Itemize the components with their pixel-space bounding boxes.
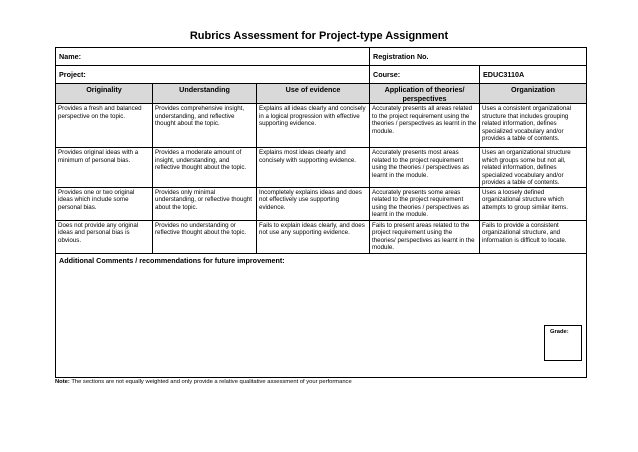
rubric-cell: Fails to present areas related to the project requirement using the theories/ perspectives as learnt in the module.: [370, 220, 480, 253]
registration-cell[interactable]: [370, 48, 587, 66]
project-cell[interactable]: [56, 66, 370, 84]
project-row: [56, 66, 587, 84]
rubric-table: [55, 47, 587, 378]
course-label: Course:: [373, 70, 401, 79]
registration-label: Registration No.: [373, 52, 429, 61]
rubric-cell: Provides only minimal understanding, or reflective thought about the topic.: [153, 187, 257, 220]
rubric-cell: Accurately presents some areas related to the project requirement using the theories / perspectives as learnt in the module.: [370, 187, 480, 220]
column-header-originality: Originality: [56, 84, 153, 104]
column-header-organization: Organization: [480, 84, 587, 104]
column-header-use-of-evidence: Use of evidence: [257, 84, 370, 104]
rubric-cell: Explains all ideas clearly and concisely in a logical progression with effective supporting evidence.: [257, 104, 370, 148]
note-text: The sections are not equally weighted and only provide a relative qualitative assessment of your performance: [71, 379, 352, 385]
comments-label: Additional Comments / recommendations for future improvement:: [59, 255, 285, 265]
grade-box[interactable]: [544, 325, 582, 361]
note-label: Note:: [55, 379, 70, 385]
footnote: [55, 379, 352, 385]
course-label-cell: [370, 66, 480, 84]
name-row: [56, 48, 587, 66]
document-title: Rubrics Assessment for Project-type Assignment: [189, 30, 449, 42]
rubric-cell: Accurately presents most areas related to the project requirement using the theories / perspectives as learnt in the module.: [370, 148, 480, 188]
rubric-cell: Provides a moderate amount of insight, understanding, and reflective thought about the topic.: [153, 148, 257, 188]
rubric-cell: Does not provide any original ideas and personal bias is obvious.: [56, 220, 153, 253]
rubric-cell: Fails to explain ideas clearly, and does not use any supporting evidence.: [257, 220, 370, 253]
comments-row: [56, 253, 587, 377]
rubric-cell: Uses a loosely defined organizational structure which attempts to group similar items.: [480, 187, 587, 220]
rubric-row: [56, 187, 587, 220]
rubric-row: [56, 104, 587, 148]
column-header-understanding: Understanding: [153, 84, 257, 104]
rubric-cell: Explains most ideas clearly and concisely with supporting evidence.: [257, 148, 370, 188]
rubric-cell: Accurately presents all areas related to the project requirement using the theories / perspectives as learnt in the module.: [370, 104, 480, 148]
rubric-cell: Provides original ideas with a minimum of personal bias.: [56, 148, 153, 188]
grade-label: Grade:: [550, 328, 569, 335]
column-header-row: [56, 84, 587, 104]
name-label: Name:: [59, 52, 81, 61]
project-label: Project:: [59, 70, 86, 79]
column-header-application: Application of theories/ perspectives: [370, 84, 480, 104]
rubric-cell: Provides one or two original ideas which include some personal bias.: [56, 187, 153, 220]
rubric-cell: Uses an organizational structure which groups some but not all, related information, defines specialized vocabulary and/or provides a table of contents.: [480, 148, 587, 188]
rubric-cell: Provides a fresh and balanced perspective on the topic.: [56, 104, 153, 148]
rubric-cell: Provides no understanding or reflective thought about the topic.: [153, 220, 257, 253]
rubric-row: [56, 220, 587, 253]
rubric-cell: Fails to provide a consistent organizational structure, and information is difficult to locate.: [480, 220, 587, 253]
course-value-cell: [480, 66, 587, 84]
rubric-cell: Incompletely explains ideas and does not effectively use supporting evidence.: [257, 187, 370, 220]
comments-area[interactable]: [56, 253, 587, 377]
course-value: EDUC3110A: [483, 70, 525, 79]
rubric-cell: Provides comprehensive insight, understanding, and reflective thought about the topic.: [153, 104, 257, 148]
name-cell[interactable]: [56, 48, 370, 66]
rubric-row: [56, 148, 587, 188]
rubric-cell: Uses a consistent organizational structure that includes grouping related information, defines specialized vocabulary and/or provides a table of contents.: [480, 104, 587, 148]
